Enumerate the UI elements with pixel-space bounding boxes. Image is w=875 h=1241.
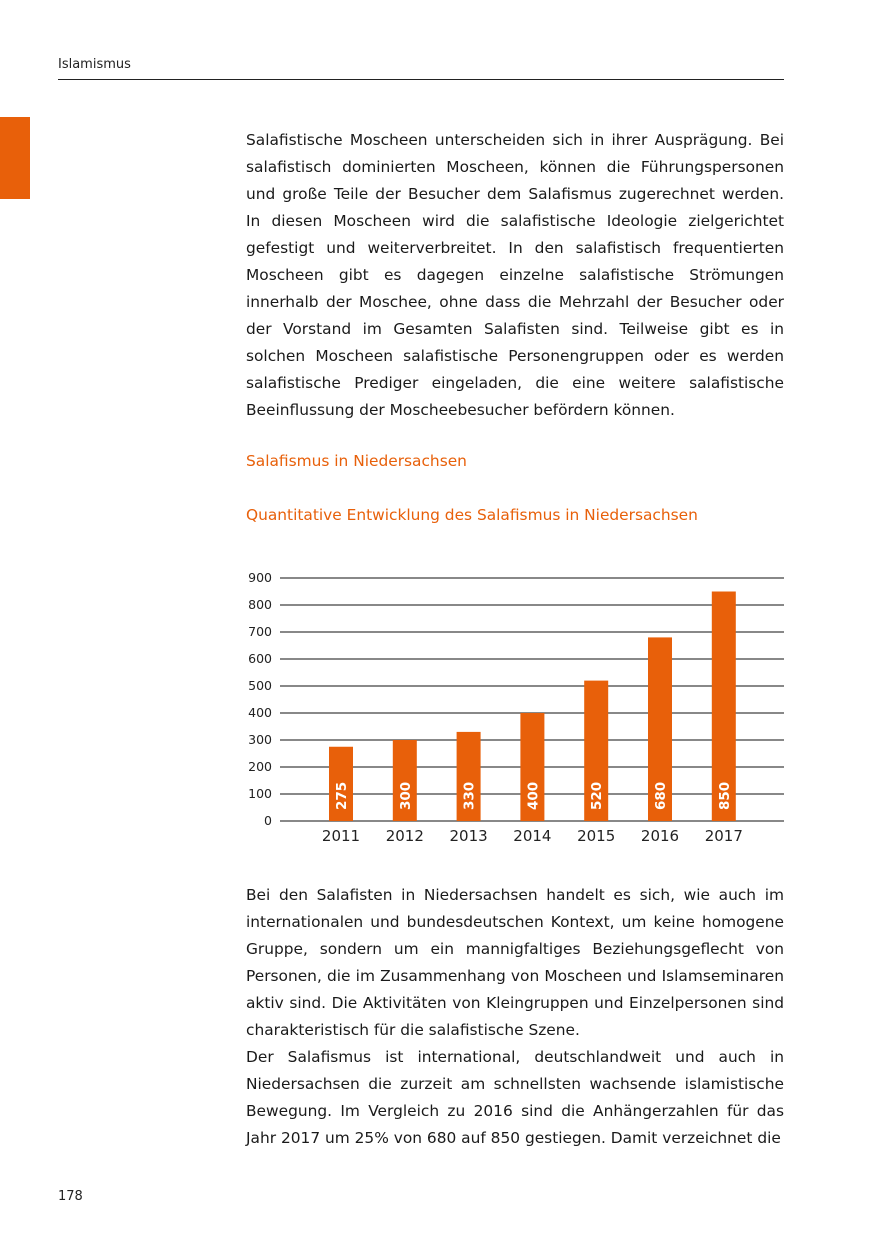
section-heading: Salafismus in Niedersachsen xyxy=(246,452,467,470)
y-tick-label: 100 xyxy=(248,786,272,801)
body-paragraph-1 xyxy=(246,127,784,424)
y-tick-label: 800 xyxy=(248,597,272,612)
running-head: Islamismus xyxy=(58,57,131,72)
body-paragraph-3: Der Salafismus ist international, deutschlandweit und auch in Niedersachsen die zurzeit am schnellsten wachsende islamistische Bewegung. Im Vergleich zu 2016 sind die Anhängerzahlen für das Jahr 2017 um 25% von 680 auf 850 gestiegen. Damit verzeichnet die xyxy=(246,1048,784,1147)
chapter-tab-marker xyxy=(0,117,30,199)
x-tick-label: 2012 xyxy=(385,827,424,845)
bar-data-label: 300 xyxy=(397,781,414,810)
page-number: 178 xyxy=(58,1189,83,1204)
x-tick-label: 2011 xyxy=(321,827,361,845)
bar-data-label: 520 xyxy=(589,781,606,810)
bar-data-label: 850 xyxy=(716,781,733,810)
header-rule xyxy=(58,79,784,80)
y-tick-label: 300 xyxy=(248,732,272,747)
y-tick-label: 500 xyxy=(248,678,272,693)
x-tick-label: 2015 xyxy=(577,827,616,845)
y-tick-label: 200 xyxy=(248,759,272,774)
x-tick-label: 2014 xyxy=(513,827,552,845)
body-text-lower xyxy=(246,882,784,1152)
x-tick-label: 2016 xyxy=(640,827,680,845)
body-paragraph-2: Bei den Salafisten in Niedersachsen handelt es sich, wie auch im internationalen und bundesdeutschen Kontext, um keine homogene Gruppe, sondern um ein mannigfaltiges Beziehungsgeflecht von Personen, die im Zusammenhang von Moscheen und Islamseminaren aktiv sind. Die Aktivitäten von Kleingruppen und Einzelpersonen sind charakteristisch für die salafistische Szene. xyxy=(246,886,784,1039)
x-tick-label: 2017 xyxy=(704,827,743,845)
bar-chart xyxy=(230,566,790,856)
chart-title: Quantitative Entwicklung des Salafismus in Niedersachsen xyxy=(246,506,698,524)
bar-data-label: 680 xyxy=(653,781,669,810)
bar-data-label: 400 xyxy=(525,781,542,810)
y-tick-label: 400 xyxy=(248,705,272,720)
y-tick-label: 600 xyxy=(248,651,272,666)
x-tick-label: 2013 xyxy=(449,827,488,845)
bar-data-label: 275 xyxy=(334,781,350,810)
y-tick-label: 0 xyxy=(264,813,272,828)
bar-data-label: 330 xyxy=(461,781,478,810)
paragraph-text: Salafistische Moscheen unterscheiden sich in ihrer Ausprägung. Bei salafistisch dominierten Moscheen, können die Führungspersonen und große Teile der Besucher dem Salafismus zugerechnet werden. In diesen Moscheen wird die salafistische Ideologie zielgerichtet gefestigt und weiterverbreitet. In den salafistisch frequentierten Moscheen gibt es dagegen einzelne salafistische Strömungen innerhalb der Moschee, ohne dass die Mehrzahl der Besucher oder der Vorstand im Gesamten Salafisten sind. Teilweise gibt es in solchen Moscheen salafistische Personengruppen oder es werden salafistische Prediger eingeladen, die eine weitere salafistische Beeinflussung der Moscheebesucher befördern können. xyxy=(246,131,784,419)
y-tick-label: 700 xyxy=(248,624,272,639)
y-tick-label: 900 xyxy=(248,570,272,585)
